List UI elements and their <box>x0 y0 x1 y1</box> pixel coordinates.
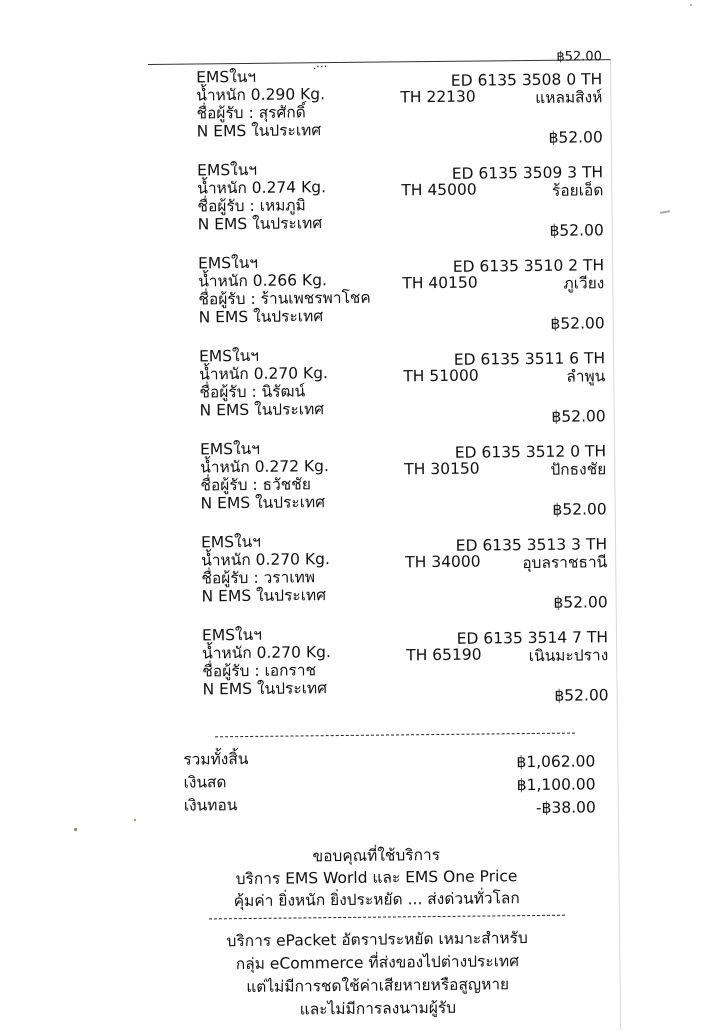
tracking-number: ED 6135 3511 6 TH <box>453 349 606 369</box>
district-text: ปักธงชัย <box>550 460 607 479</box>
header-price-fragment: ฿52.00 <box>556 49 603 65</box>
tracking-number: ED 6135 3512 0 TH <box>454 442 607 462</box>
postcode-text: TH 34000 <box>405 552 481 572</box>
postcode-text: TH 22130 <box>400 87 476 107</box>
epacket-line: บริการ ePacket อัตราประหยัด เหมาะสำหรับ <box>226 929 528 951</box>
item-price: ฿52.00 <box>552 500 607 519</box>
postcode-text: TH 40150 <box>402 273 478 293</box>
epacket-line: แต่ไม่มีการชดใช้ค่าเสียหายหรือสูญหาย <box>246 975 510 997</box>
change-label: เงินทอน <box>183 796 238 815</box>
service-type: N EMS ในประเทศ <box>201 586 327 606</box>
service-type: N EMS ในประเทศ <box>202 679 328 699</box>
tracking-number: ED 6135 3508 0 TH <box>450 70 603 90</box>
recipient-text: ชื่อผู้รับ : สุรศักดิ์ <box>196 103 306 123</box>
change-value: -฿38.00 <box>535 798 596 817</box>
service-label: EMSในฯ <box>200 532 261 552</box>
service-type: N EMS ในประเทศ <box>196 121 322 141</box>
item-price: ฿52.00 <box>551 407 606 426</box>
recipient-text: ชื่อผู้รับ : ธวัชชัย <box>200 475 311 495</box>
item-price: ฿52.00 <box>554 686 609 705</box>
district-text: เนินมะปราง <box>528 646 609 666</box>
district-text: ลำพูน <box>566 367 606 386</box>
thanks-line: ขอบคุณที่ใช้บริการ <box>312 845 441 866</box>
recipient-text: ชื่อผู้รับ : นิรัฒน์ <box>199 382 306 402</box>
tracking-number: ED 6135 3509 3 TH <box>451 163 604 183</box>
service-label: EMSในฯ <box>198 346 260 366</box>
weight-text: น้ำหนัก 0.272 Kg. <box>200 457 329 477</box>
tracking-number: ED 6135 3513 3 TH <box>455 535 608 555</box>
scan-speck <box>690 4 692 6</box>
weight-text: น้ำหนัก 0.290 Kg. <box>196 85 326 105</box>
postcode-text: TH 45000 <box>401 180 477 200</box>
district-text: ภูเวียง <box>563 274 605 293</box>
service-label: EMSในฯ <box>197 160 258 180</box>
thanks-line: บริการ EMS World และ EMS One Price <box>235 867 518 889</box>
service-type: N EMS ในประเทศ <box>199 400 325 420</box>
cash-label: เงินสด <box>183 773 227 792</box>
scan-speck <box>74 828 77 831</box>
shipment-list <box>148 60 610 705</box>
cash-value: ฿1,100.00 <box>516 775 596 795</box>
total-value: ฿1,062.00 <box>516 752 596 772</box>
district-text: อุบลราชธานี <box>522 553 608 573</box>
recipient-text: ชื่อผู้รับ : เหมภูมิ <box>197 196 306 216</box>
thanks-line: คุ้มค่า ยิ่งหนัก ยิ่งประหยัด ... ส่งด่วนทั่วโลก <box>233 889 520 911</box>
divider-totals <box>215 733 575 738</box>
service-label: EMSในฯ <box>197 253 259 273</box>
service-label: EMSในฯ <box>201 625 262 645</box>
receipt-paper <box>148 49 621 1035</box>
service-type: N EMS ในประเทศ <box>198 307 324 327</box>
weight-text: น้ำหนัก 0.266 Kg. <box>198 271 328 291</box>
service-label: EMSในฯ <box>199 439 261 459</box>
header-fragment: ฺ... <box>315 56 328 71</box>
scan-speck <box>134 819 136 821</box>
recipient-text: ชื่อผู้รับ : ร้านเพชรพาโชค <box>198 288 371 309</box>
item-price: ฿52.00 <box>553 593 608 612</box>
district-text: แหลมสิงห์ <box>535 88 603 107</box>
weight-text: น้ำหนัก 0.274 Kg. <box>197 178 327 198</box>
scan-mark <box>660 210 670 213</box>
item-price: ฿52.00 <box>548 128 603 147</box>
postcode-text: TH 30150 <box>404 459 480 479</box>
weight-text: น้ำหนัก 0.270 Kg. <box>201 550 330 570</box>
postcode-text: TH 51000 <box>403 366 479 386</box>
weight-text: น้ำหนัก 0.270 Kg. <box>202 643 331 663</box>
item-price: ฿52.00 <box>549 221 604 240</box>
shipment-item <box>148 60 610 147</box>
postcode-text: TH 65190 <box>406 645 482 665</box>
recipient-text: ชื่อผู้รับ : วราเทพ <box>201 568 316 588</box>
tracking-number: ED 6135 3510 2 TH <box>452 256 605 276</box>
total-label: รวมทั้งสิ้น <box>183 749 249 769</box>
tracking-number: ED 6135 3514 7 TH <box>456 628 609 648</box>
divider-epacket <box>209 915 565 920</box>
service-label: EMSในฯ <box>196 67 257 87</box>
weight-text: น้ำหนัก 0.270 Kg. <box>199 364 328 384</box>
service-type: N EMS ในประเทศ <box>197 214 323 234</box>
epacket-line: และไม่มีการลงนามผู้รับ <box>299 998 457 1019</box>
epacket-line: กลุ่ม eCommerce ที่ส่งของไปต่างประเทศ <box>235 952 520 974</box>
service-type: N EMS ในประเทศ <box>200 493 326 513</box>
recipient-text: ชื่อผู้รับ : เอกราช <box>202 661 317 681</box>
item-price: ฿52.00 <box>550 314 605 333</box>
district-text: ร้อยเอ็ด <box>551 181 604 200</box>
